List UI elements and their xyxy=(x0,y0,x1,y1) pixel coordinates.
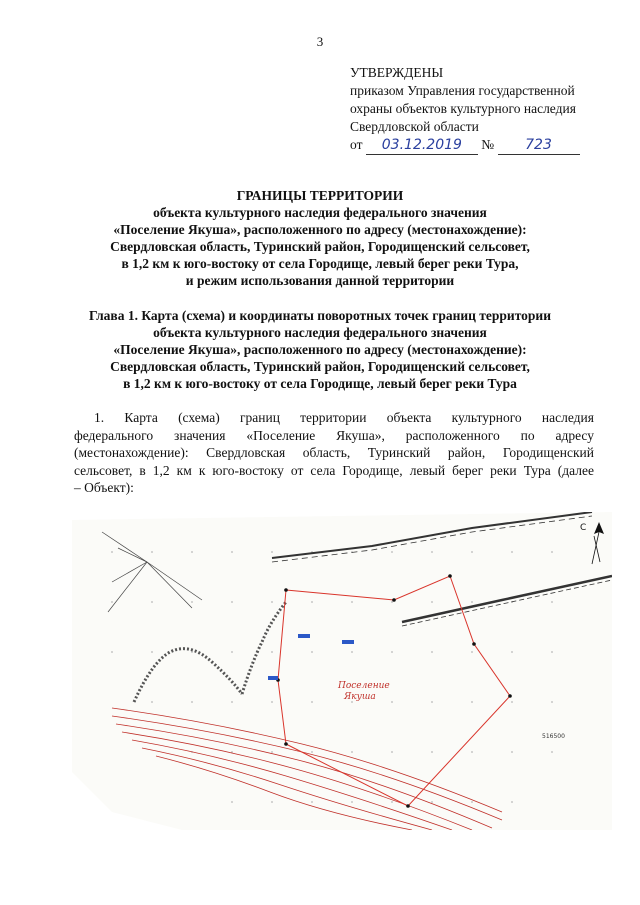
para-line-4: сельсовет, в 1,2 км к юго-востоку от села Городище, левый берег реки Тура (далее xyxy=(74,462,594,478)
approval-line-2: приказом Управления государственной xyxy=(350,83,575,98)
para-line-5: – Объект): xyxy=(74,480,134,495)
title-line-1: ГРАНИЦЫ ТЕРРИТОРИИ xyxy=(236,188,404,203)
title-line-5: в 1,2 км к юго-востоку от села Городище, левый берег реки Тура, xyxy=(121,256,519,271)
object-label-2: Якуша xyxy=(344,692,376,702)
chapter-line-3: «Поселение Якуша», расположенного по адресу (местонахождение): xyxy=(113,342,527,357)
object-label-1: Поселение xyxy=(338,681,390,691)
date-prefix: от xyxy=(350,137,363,152)
title-line-3: «Поселение Якуша», расположенного по адресу (местонахождение): xyxy=(113,222,527,237)
chapter-line-2: объекта культурного наследия федерального значения xyxy=(153,325,487,340)
para-line-1: 1. Карта (схема) границ территории объекта культурного наследия xyxy=(94,410,594,425)
para-line-2: федерального значения «Поселение Якуша», расположенного по адресу xyxy=(74,427,594,443)
north-label: С xyxy=(580,523,587,533)
site-map xyxy=(72,512,612,830)
number-prefix: № xyxy=(481,137,495,152)
title-line-2: объекта культурного наследия федерального значения xyxy=(153,205,487,220)
approval-heading: УТВЕРЖДЕНЫ xyxy=(350,65,444,80)
map-background xyxy=(72,512,612,830)
title-line-4: Свердловская область, Туринский район, Городищенский сельсовет, xyxy=(110,239,530,254)
paragraph-1 xyxy=(74,409,594,497)
approval-line-3: охраны объектов культурного наследия xyxy=(350,101,576,116)
chapter-line-1: Глава 1. Карта (схема) и координаты поворотных точек границ территории xyxy=(89,308,551,323)
approval-date-line xyxy=(350,136,580,155)
page-number: 3 xyxy=(316,34,324,49)
approval-number: 723 xyxy=(498,136,580,155)
para-line-3: (местонахождение): Свердловская область, Туринский район, Городищенский xyxy=(74,445,594,460)
chapter-line-5: в 1,2 км к юго-востоку от села Городище, левый берег реки Тура xyxy=(123,376,517,391)
chapter-heading xyxy=(0,307,640,392)
approval-block xyxy=(350,64,580,155)
title-line-6: и режим использования данной территории xyxy=(185,273,455,288)
coordinate-label: 516500 xyxy=(542,733,565,740)
document-title xyxy=(0,187,640,289)
approval-line-4: Свердловской области xyxy=(350,119,479,134)
approval-date: 03.12.2019 xyxy=(366,136,478,155)
chapter-line-4: Свердловская область, Туринский район, Городищенский сельсовет, xyxy=(110,359,530,374)
